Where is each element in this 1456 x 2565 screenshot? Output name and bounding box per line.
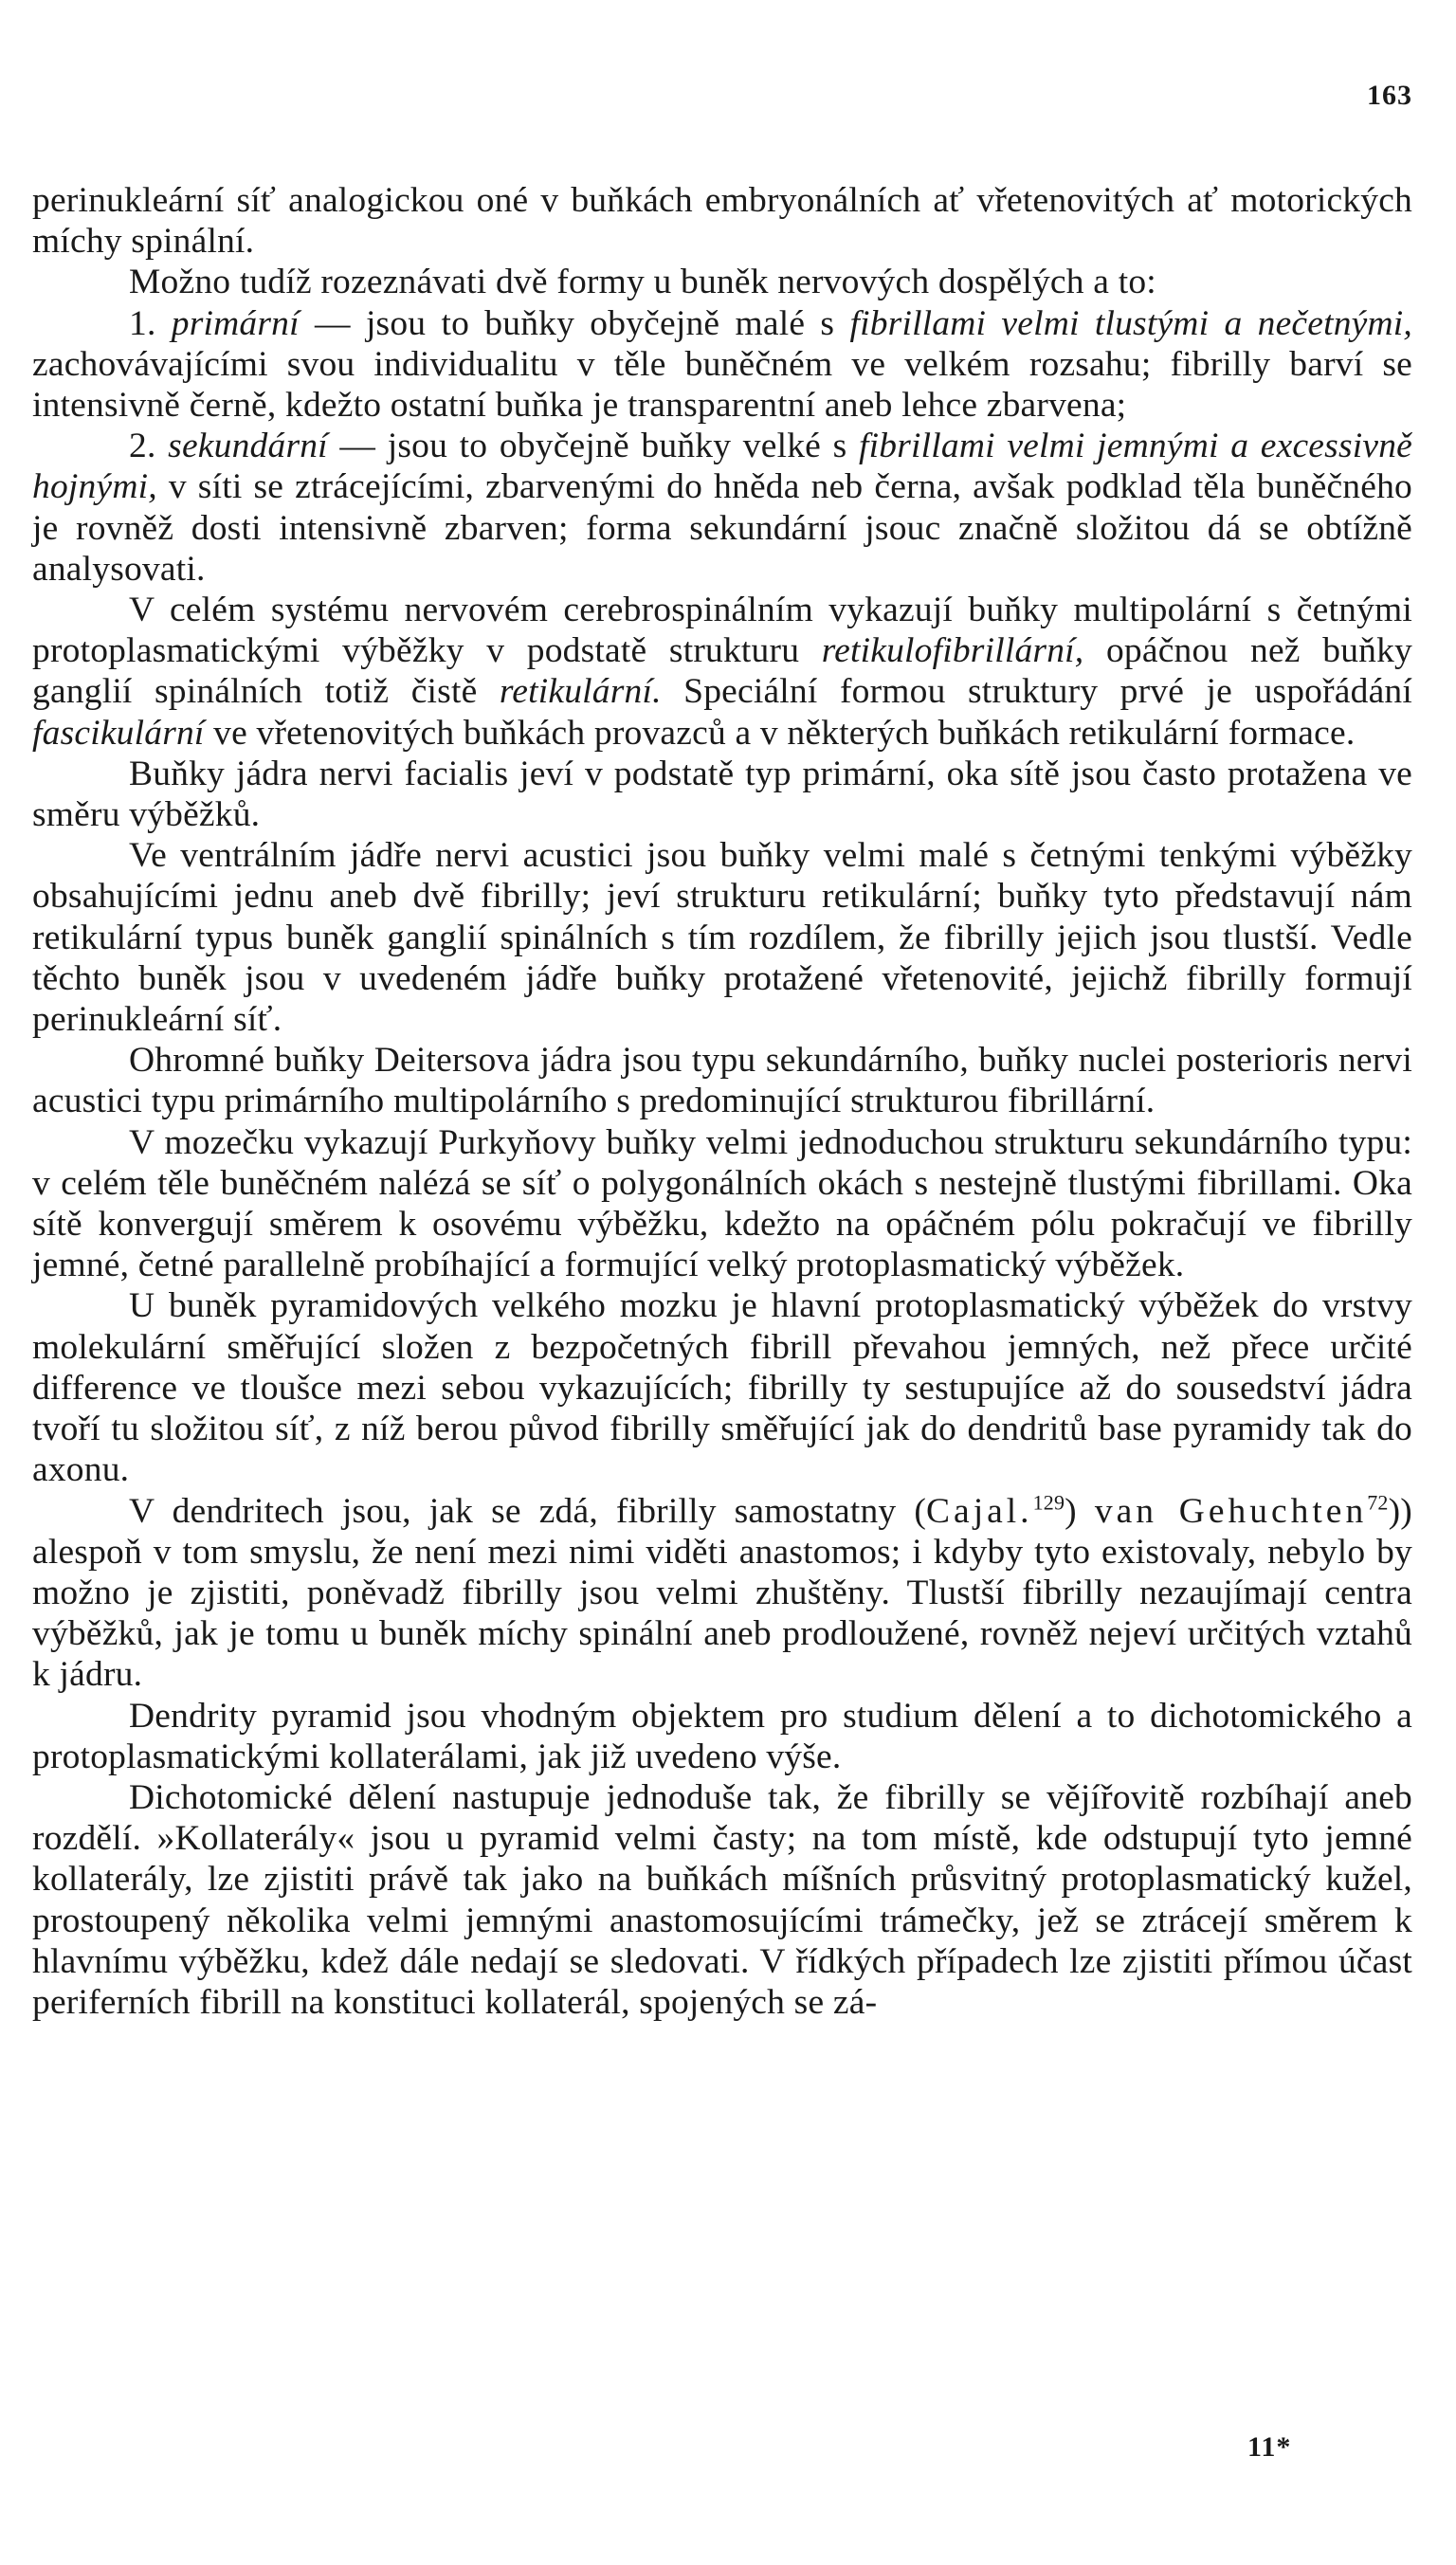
paragraph-secondary-form xyxy=(32,426,1412,590)
text-run: ve vřetenovitých buňkách provazců a v některých buňkách retikulární formace. xyxy=(204,713,1356,753)
text-run: )) alespoň v tom smyslu, že není mezi nimi viděti anastomos; i kdyby tyto existovaly, nebylo by možno je zjistiti, poněvadž fibrilly jsou velmi zhuštěny. Tlustší fibrilly nezaujímají centra výběžků, jak je tomu u buněk míchy spinální aneb prodloužené, rovněž nejeví určitých vztahů k jádru. xyxy=(32,1491,1412,1695)
paragraph: V mozečku vykazují Purkyňovy buňky velmi jednoduchou strukturu sekundárního typu: v celém těle buněčném nalézá se síť o polygonálních okách s nestejně tlustými fibrillami. Oka sítě konvergují směrem k osovému výběžku, kdežto na opáčném pólu pokračují ve fibrilly jemné, četné parallelně probíhající a formující velký protoplasmatický výběžek. xyxy=(32,1122,1412,1285)
paragraph: U buněk pyramidových velkého mozku je hlavní protoplasmatický výběžek do vrstvy molekulární směřující složen z bezpočetných fibrill převahou jemných, než přece určité difference ve tloušce mezi sebou vykazujících; fibrilly ty sestupujíce až do sousedství jádra tvoří tu složitou síť, z níž berou původ fibrilly směřující jak do dendritů base pyramidy tak do axonu. xyxy=(32,1286,1412,1490)
page-number: 163 xyxy=(1367,80,1412,111)
body-text xyxy=(32,180,1412,2023)
text-run: — jsou to buňky obyčejně malé s xyxy=(299,303,850,343)
paragraph xyxy=(32,590,1412,754)
text-run: Speciální formou struktury prvé je uspořádání xyxy=(661,672,1413,712)
term-secondary: sekundární xyxy=(168,427,328,466)
text-run: opáčnou než buňky ganglií spinálních totiž čistě xyxy=(32,631,1412,712)
term-primary: primární xyxy=(171,303,300,343)
paragraph: perinukleární síť analogickou oné v buňkách embryonálních ať vřetenovitých ať motorických míchy spinální. xyxy=(32,181,1412,262)
emphasis: fibrillami velmi tlustými a nečetnými, xyxy=(849,303,1413,343)
emphasis: fibrillami velmi jemnými a excessivně hojnými, xyxy=(32,427,1412,507)
paragraph-primary-form xyxy=(32,303,1412,427)
paragraph: Buňky jádra nervi facialis jeví v podstatě typ primární, oka sítě jsou často protažena ve směru výběžků. xyxy=(32,754,1412,835)
emphasis: retikulární. xyxy=(499,672,662,712)
emphasis: fascikulární xyxy=(32,713,205,753)
reference-number: 72 xyxy=(1367,1490,1389,1514)
emphasis: retikulofibrillární, xyxy=(821,631,1084,671)
paragraph: Možno tudíž rozeznávati dvě formy u buněk nervových dospělých a to: xyxy=(129,263,1156,302)
reference-number: 129 xyxy=(1032,1490,1065,1514)
text-run: ) xyxy=(1065,1491,1095,1531)
paragraph: Ve ventrálním jádře nervi acustici jsou buňky velmi malé s četnými tenkými výběžky obsahujícími jednu aneb dvě fibrilly; jeví strukturu retikulární; buňky tyto představují nám retikulární typus buněk ganglií spinálních s tím rozdílem, že fibrilly jejich jsou tlustší. Vedle těchto buněk jsou v uvedeném jádře buňky protažené vřetenovité, jejichž fibrilly formují perinukleární síť. xyxy=(32,836,1412,1040)
paragraph: Dendrity pyramid jsou vhodným objektem pro studium dělení a to dichotomického a protoplasmatickými kollaterálami, jak již uvedeno výše. xyxy=(32,1696,1412,1776)
paragraph: Dichotomické dělení nastupuje jednoduše tak, že fibrilly se vějířovitě rozbíhají aneb rozdělí. »Kollaterály« jsou u pyramid velmi časty; na tom místě, kde odstupují tyto jemné kollaterály, lze zjistiti právě tak jako na buňkách míšních průsvitný protoplasmatický kužel, prostoupený několika velmi jemnými anastomosujícími trámečky, jež se ztrácejí směrem k hlavnímu výběžku, kdež dále nedají se sledovati. V řídkých případech lze zjistiti přímou účast periferních fibrill na konstituci kollaterál, spojených se zá- xyxy=(32,1777,1412,2022)
text-run: zachovávajícími svou individualitu v těle buněčném ve velkém rozsahu; fibrilly barví se intensivně černě, kdežto ostatní buňka je transparentní aneb lehce zbarvena; xyxy=(32,344,1412,426)
sheet-signature: 11* xyxy=(1247,2431,1292,2463)
text-run: v síti se ztrácejícími, zbarvenými do hněda neb černa, avšak podklad těla buněčného je rovněž dosti intensivně zbarven; forma sekundární jsouc značně složitou dá se obtížně analysovati. xyxy=(32,467,1412,589)
paragraph-citations xyxy=(32,1491,1412,1696)
text-run: V dendritech jsou, jak se zdá, fibrilly samostatny ( xyxy=(129,1491,927,1531)
paragraph: Ohromné buňky Deitersova jádra jsou typu sekundárního, buňky nuclei posterioris nervi acustici typu primárního multipolárního s predominující strukturou fibrillární. xyxy=(32,1041,1412,1121)
text-run: V celém systému nervovém cerebrospinálním vykazují buňky multipolární s četnými protoplasmatickými výběžky v podstatě strukturu xyxy=(32,591,1412,671)
text-run: — jsou to obyčejně buňky velké s xyxy=(327,427,860,466)
author-van-gehuchten: van Gehuchten xyxy=(1094,1491,1368,1531)
list-number: 1. xyxy=(129,303,172,343)
list-number: 2. xyxy=(129,427,169,466)
author-cajal: Cajal. xyxy=(926,1491,1033,1531)
